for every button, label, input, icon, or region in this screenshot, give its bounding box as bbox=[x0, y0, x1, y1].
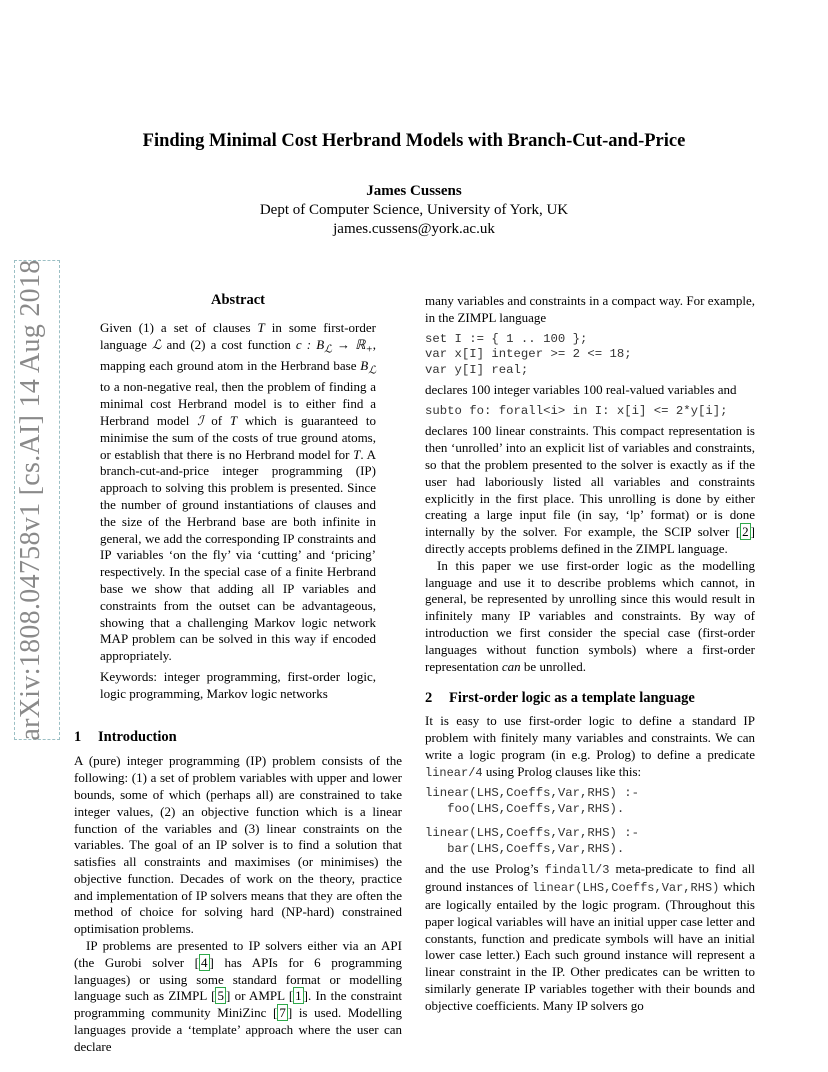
paper-title: Finding Minimal Cost Herbrand Models with Branch-Cut-and-Price bbox=[142, 131, 686, 151]
zimpl-intro: many variables and constraints in a compact way. For example, in the ZIMPL language bbox=[425, 293, 755, 325]
prolog-code-foo: linear(LHS,Coeffs,Var,RHS) :- foo(LHS,Coeffs,Var,RHS). bbox=[425, 786, 640, 816]
arxiv-identifier[interactable]: arXiv:1808.04758v1 [cs.AI] 14 Aug 2018 bbox=[15, 259, 46, 741]
prolog-code-bar: linear(LHS,Coeffs,Var,RHS) :- bar(LHS,Coeffs,Var,RHS). bbox=[425, 826, 640, 856]
author-name: James Cussens bbox=[366, 183, 462, 199]
zimpl-code-constraint: subto fo: forall<i> in I: x[i] <= 2*y[i]; bbox=[425, 403, 728, 418]
left-column bbox=[74, 292, 402, 1056]
right-column bbox=[425, 293, 755, 1015]
unrolling-paragraph: declares 100 linear constraints. This compact representation is then ‘unrolled’ into an explicit list of variables and constraints, so that the problem presented to the solver is exactly as if the user had laboriously listed all variables and constraints explicitly in the first place. This unrolling is done by either creating a large input file (in say, ‘lp’ format) or is done internally by the solver. For example, the SCIP solver [ 2 ] directly accepts problems defined in the ZIMPL language. bbox=[425, 423, 755, 556]
citation-2[interactable]: 2 bbox=[742, 524, 749, 540]
citation-5[interactable]: 5 bbox=[217, 988, 224, 1004]
section-2-paragraph-2: and the use Prolog’s findall/3 meta-predicate to find all ground instances of linear(LHS,Coeffs,Var,RHS) which are logically entailed by the logic program. (Throughout this paper logical variables will have an initial upper case letter and constants, function and predicate symbols will have an initial lower case letter.) Each such ground instance will represent a linear constraint in the IP. Other predicates can be written to similarly generate IP variables together with their bounds and objective coefficients. Many IP solvers go bbox=[425, 861, 756, 1013]
intro-paragraph-1: A (pure) integer programming (IP) problem consists of the following: (1) a set of problem variables with upper and lower bounds, some of which (perhaps all) are constrained to take integer values, (2) an objective function which is a linear function of the variables and (3) linear constraints on the variables. The goal of an IP solver is to find a solution that satisfies all constraints and maximises (or minimises) the objective function. Decades of work on the theory, practice and implementation of IP solvers means that they are often the method of choice for solving hard (NP-hard) constrained optimisation problems. bbox=[74, 753, 402, 937]
first-order-paragraph: In this paper we use first-order logic as the modelling language and use it to describe problems which cannot, in general, be represented by unrolling since this would result in infinitely many IP variables and constraints. By way of introduction we first consider the special case (first-order languages without function symbols) where a first-order representation can be unrolled. bbox=[425, 557, 755, 674]
citation-4[interactable]: 4 bbox=[201, 954, 208, 970]
citation-1[interactable]: 1 bbox=[295, 988, 302, 1004]
section-1-heading: 1 Introduction bbox=[74, 728, 177, 745]
zimpl-code-declarations: set I := { 1 .. 100 }; var x[I] integer >= 2 <= 18; var y[I] real; bbox=[425, 331, 632, 377]
section-2-heading: 2 First-order logic as a template language bbox=[425, 690, 695, 707]
author-affiliation: Dept of Computer Science, University of York, UK bbox=[259, 202, 569, 218]
abstract bbox=[74, 320, 402, 703]
citation-7[interactable]: 7 bbox=[279, 1005, 286, 1021]
declares-text: declares 100 integer variables 100 real-valued variables and bbox=[425, 382, 737, 398]
abstract-text: Given (1) a set of clauses T in some first-order language ℒ and (2) a cost function c : $B_ℒ$ → ℝ$_+$, mapping each ground atom in the Herbrand base $B_ℒ$ to a non-negative real, then the problem of finding a minimal cost Herbrand model is to either find a Herbrand model ℐ of T which is guaranteed to minimise the sum of the costs of true ground atoms, or establish that there is no Herbrand model for T. A branch-cut-and-price integer programming (IP) approach to solving this problem is presented. Since the number of ground instantiations of clauses and the size of the Herbrand base are both infinite in general, we add the corresponding IP constraints and IP variables ‘on the fly’ via ‘cutting’ and ‘pricing’ respectively. In the special case of a finite Herbrand base we show that adding all IP variables and constraints from the outset can be advantageous, showing that a challenging Markov logic network MAP problem can be solved in this way if encoded appropriately. bbox=[100, 319, 377, 664]
author-block bbox=[0, 182, 828, 239]
author-email[interactable]: james.cussens@york.ac.uk bbox=[333, 221, 495, 237]
intro-paragraph-2: IP problems are presented to IP solvers either via an API (the Gurobi solver [ 4 ] has APIs for 6 programming languages) or using some standard format or modelling language such as ZIMPL [ 5 ] or AMPL [ 1 ]. In the constraint programming community MiniZinc [ 7 ] is used. Modelling languages provide a ‘template’ approach where the user can declare bbox=[74, 938, 403, 1054]
keywords: Keywords: integer programming, first-order logic, logic programming, Markov logic networks bbox=[100, 668, 376, 701]
section-2-paragraph-1: It is easy to use first-order logic to define a standard IP problem with finitely many variables and constraints. We can write a logic program (in e.g. Prolog) to define a predicate linear/4 using Prolog clauses like this: bbox=[425, 713, 755, 780]
abstract-heading: Abstract bbox=[211, 292, 265, 308]
